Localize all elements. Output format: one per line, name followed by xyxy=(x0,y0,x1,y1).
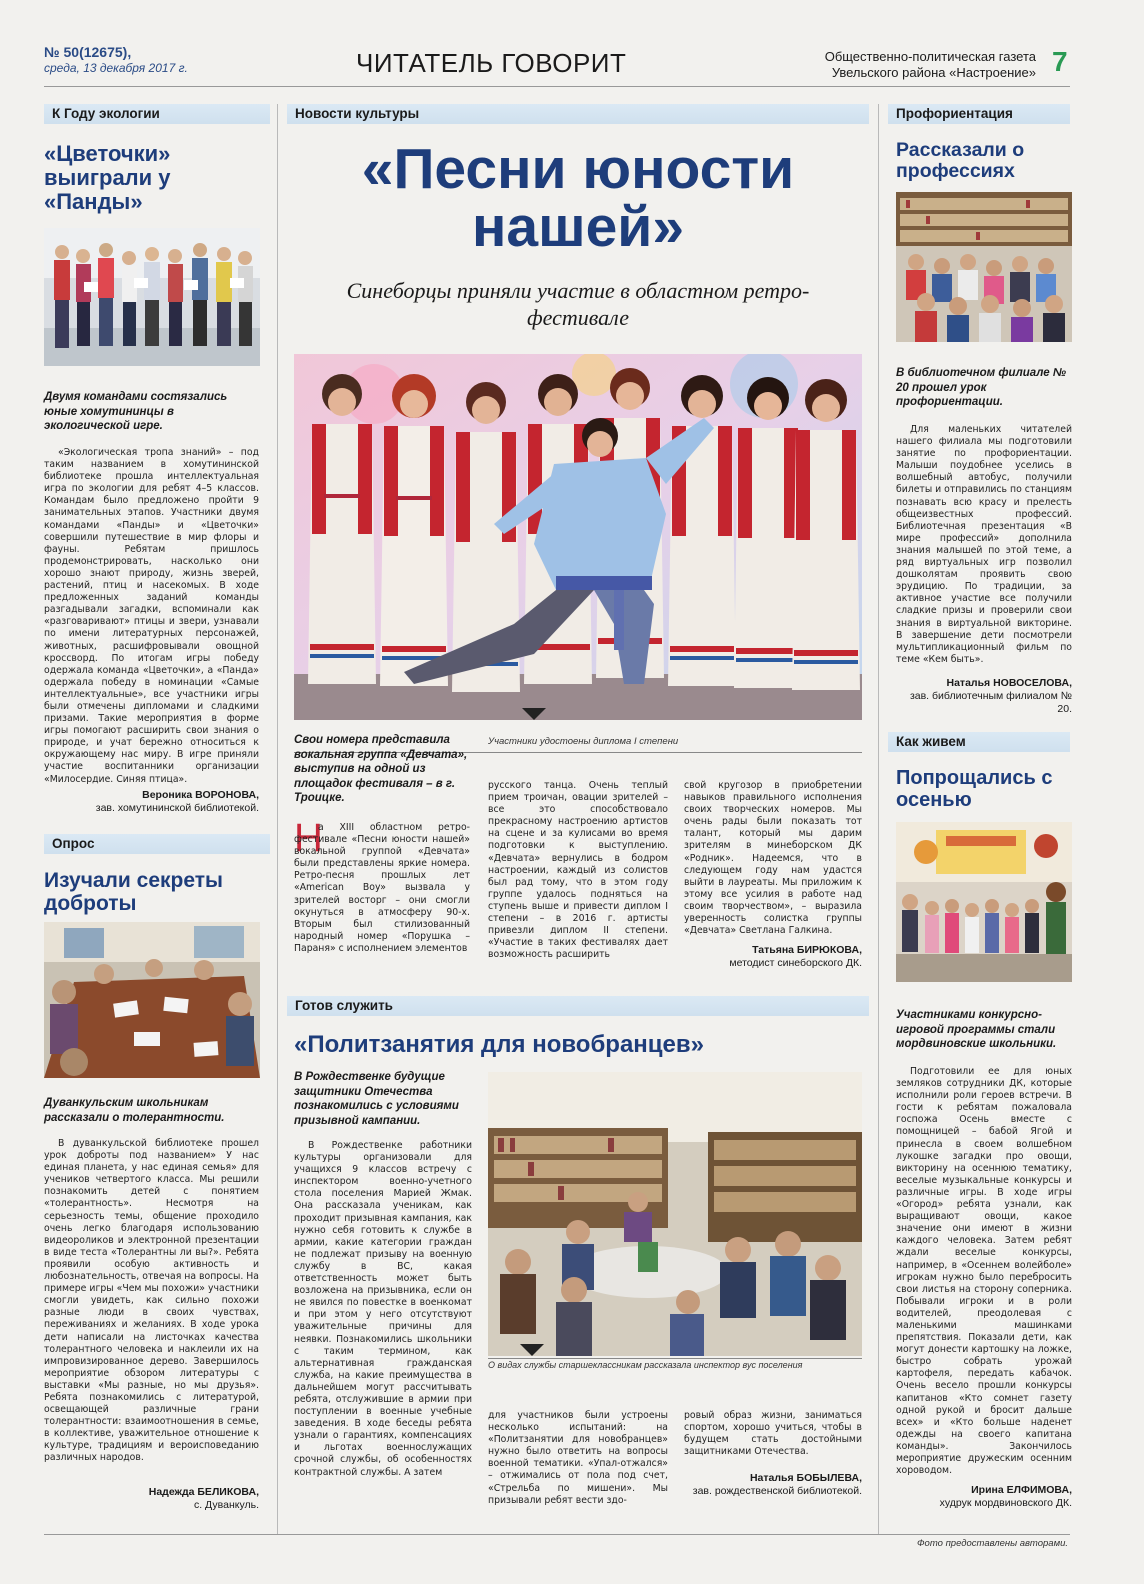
rubric-survey: Опрос xyxy=(44,834,270,854)
photo-autumn-party xyxy=(896,822,1072,982)
signature-elfimova xyxy=(896,1484,1072,1510)
lead-recruits: В Рождественке будущие защитники Отечества познакомились с условиями призывной кампании. xyxy=(294,1071,459,1127)
signature-belikova xyxy=(44,1486,259,1512)
author-novoselova: Наталья НОВОСЕЛОВА, xyxy=(946,677,1072,689)
author-biryukova: Татьяна БИРЮКОВА, xyxy=(752,944,862,956)
paper-name-line2: Увельского района «Настроение» xyxy=(831,65,1036,80)
author-elfimova-role: худрук мордвиновского ДК. xyxy=(939,1497,1072,1509)
section-title: ЧИТАТЕЛЬ ГОВОРИТ xyxy=(356,48,627,78)
signature-bobyleva xyxy=(684,1472,862,1498)
photo-tolerance-lesson xyxy=(44,922,260,1078)
headline-autumn: Попрощались с осенью xyxy=(896,767,1053,811)
article-eco-text: «Экологическая тропа знаний» – под таким названием в хомутининской библиотеке прошла интеллектуальная игра по экологии для ребят 4–5 классов. Командам было предложено пройти 9 занимательных этапов. Участники двумя командами «Панды» и «Цветочки» совершили путешествие в мир флоры и фауны. Ребятам пришлось продемонстрировать, насколько они хорошо знают природу, жизнь зверей, растений, птиц и насекомых. В ходе предложенных заданий команды разгадывали загадки, вспоминали как «разговаривают» птицы и звери, узнавали по имени литературных персонажей, животных, расшифровывали овощной кроссворд. По итогам игры победу одержала команда «Цветочки», а «Панда» одержала победу в номинации «Самые интеллектуальные», все участники игры были отмечены дипломами и сладкими призами. Такие мероприятия в форме игры помогают расширить свои знания о природе, и учат бережно относиться к окружающему нас миру. В игре приняли участие воспитанники организации «Милосердие. Синяя птица». xyxy=(44,447,259,785)
lead-tolerance: Дуванкульским школьникам рассказали о толерантности. xyxy=(44,1097,225,1124)
headline-professions: Рассказали о профессиях xyxy=(896,139,1025,183)
photo-devchata-group xyxy=(294,354,862,720)
subhead-retro-festival: Синеборцы приняли участие в областном ретро-фестивале xyxy=(346,278,810,330)
issue-number: № 50(12675), xyxy=(44,44,132,60)
lead-professions: В библиотечном филиале № 20 прошел урок профориентации. xyxy=(896,367,1067,408)
rubric-culture-news: Новости культуры xyxy=(287,104,869,124)
article-recruits-col2: для участников были устроены несколько испытаний: на «Политзанятии для новобранцев» нужно было ответить на вопросы военной тематики. «Упал-отжался» – отжимались от пола под счет, «Стрельба по мишени». Мы призывали ребят вести здо- xyxy=(488,1410,668,1506)
photo-recruits-library xyxy=(488,1072,862,1356)
rubric-ecology: К Году экологии xyxy=(44,104,270,124)
author-belikova: Надежда БЕЛИКОВА, xyxy=(148,1486,259,1498)
column-divider-right xyxy=(878,104,879,1534)
caption-diploma: Участники удостоены диплома I степени xyxy=(488,736,679,747)
author-voronova: Вероника ВОРОНОВА, xyxy=(142,789,259,801)
author-belikova-place: с. Дуванкуль. xyxy=(193,1499,259,1511)
headline-tsvetochki: «Цветочки» выиграли у «Панды» xyxy=(44,141,171,214)
article-pesni-col2: русского танца. Очень теплый прием троичан, овации зрителей – все это способствовало прекрасному настроению артистов на сцене и за кулисами во время подготовки к выступлению. «Девчата» вернулись в бодром настроении, каждый из солистов был рад тому, что в этом году группе удалось подняться на ступень выше и привести диплом I степени – в 2016 г. артисты привезли диплом II степени. «Участие в таких фестивалях дает возможность расширить xyxy=(488,780,668,961)
article-pesni-col1: а XIII областном ретро-фестивале «Песни юности нашей» вокальной группой «Девчата» были представлены яркие номера. Ретро-песня прошлых лет «American Boy» вызвала у зрителей восторг – они смогли окунуться в атмосферу 90-х. Вторым был стилизованный народный номер «Порушка – Параня» с исполнением элементов xyxy=(294,822,470,954)
signature-novoselova xyxy=(896,677,1072,716)
headline-pesni: «Песни юности нашей» xyxy=(361,137,795,260)
headline-politzanyatiya: «Политзанятия для новобранцев» xyxy=(294,1031,704,1058)
signature-biryukova xyxy=(684,944,862,970)
rubric-ready-to-serve: Готов служить xyxy=(287,996,869,1016)
photo-eco-kids xyxy=(44,228,260,366)
caption-recruits: О видах службы старшеклассникам рассказала инспектор вус поселения xyxy=(488,1360,803,1370)
rubric-career: Профориентация xyxy=(888,104,1070,124)
author-novoselova-role: зав. библиотечным филиалом № 20. xyxy=(909,690,1072,715)
author-voronova-role: зав. хомутининской библиотекой. xyxy=(95,802,259,814)
article-autumn-text: Подготовили ее для юных земляков сотрудники ДК, которые исполнили роли героев встречи. В гости к ребятам пожаловала госпожа Осень вместе с помощницей – бабой Ягой и принесла в своем волшебном лукошке загадки про овощи, викторину на осеннюю тематику, веселые музыкальные конкурсы и различные игры. В ходе игры «Огород» ребята узнали, как выращивают овощи, какое значение они имеют в жизни каждого человека. Затем ребят ждали веселые конкурсы, например, в «Осеннем волейболе» игрокам нужно было перебросить свои листья на сторону соперника. Побывали игроки и в роли водителей, преодолевая с маленькими машинками препятствия. Показали дети, как могут донести картошку на ложке, быстро собрать урожай картофеля, передать кабачок. Очень весело прошли конкурсы капитанов «Кто сомнет газету одной рукой и бросит дальше всех» и «Кто больше наденет одежды на своего капитана команды». Закончилось мероприятие дружеским осенним хороводом. xyxy=(896,1066,1072,1476)
article-tolerance-text: В дуванкульской библиотеке прошел урок доброты под названием» У нас единая планета, у нас единая семья» для учеников четвертого класса. Мы решили познакомить детей с понятием «толерантность». Несмотря на серьезность темы, общение проходило очень легко благодаря использованию видеороликов и электронной презентации в виде теста «Толерантны ли вы?». Ребята проявили особую активность и любознательность, отвечая на вопросы. На примере игры «Чем мы похожи» участники смогли увидеть, как сильно похожи разные люди в своих чувствах, переживаниях и желаниях. В ходе урока дети написали на листочках качества толерантного человека и наклеили их на импровизированное дерево. Завершилось мероприятие обзором литературы с выставки «Мы разные, но мы друзья». Ребята познакомились с литературой, освещающей различные грани толерантности: взаимоотношения в семье, в коллективе, уважительное отношение к культуре, традициям и вероисповеданию различных народов. xyxy=(44,1138,259,1464)
photo-library-children xyxy=(896,192,1072,342)
lead-devchata: Свои номера представила вокальная группа «Девчата», выступив на одной из площадок фестиваля – в г. Троицке. xyxy=(294,734,468,804)
photo-credit: Фото предоставлены авторами. xyxy=(917,1538,1068,1549)
column-divider-left xyxy=(277,104,278,1534)
lead-eco: Двумя командами состязались юные хомутининцы в экологической игре. xyxy=(44,391,228,432)
dropcap-n: Н xyxy=(294,816,323,860)
signature-voronova xyxy=(44,789,259,815)
rubric-how-we-live: Как живем xyxy=(888,732,1070,752)
author-elfimova: Ирина ЕЛФИМОВА, xyxy=(971,1484,1072,1496)
author-biryukova-role: методист синеборского ДК. xyxy=(729,957,862,969)
article-recruits-col1: В Рождественке работники культуры организовали для учащихся 9 классов встречу с инспектором военно-учетного стола поселения Марией Жмак. Она рассказала ученикам, как проходит призывная кампания, как нужно себя готовить к службе в армии, какие категории граждан не подлежат призыву на военную службу в ВС, какая ответственность может быть возложена на призывника, если он не явился по повестке в военкомат и при этом у него отсутствуют уважительные причины для неявки. Познакомились школьники с таким термином, как альтернативная гражданская служба, на какие преимущества в дальнейшем могут рассчитывать ребята, отслужившие в армии при поступлении в военные учебные заведения. В ходе беседы ребята узнали о гарантиях, компенсациях и льготах военнослужащих срочной службы, об особенностях контрактной службы. А затем xyxy=(294,1140,472,1478)
footer-rule xyxy=(44,1534,1070,1535)
page-number: 7 xyxy=(1052,46,1068,77)
paper-name-line1: Общественно-политическая газета xyxy=(824,49,1036,64)
article-recruits-col3: ровый образ жизни, заниматься спортом, хорошо учиться, чтобы в будущем стать достойными защитниками Отечества. xyxy=(684,1410,862,1458)
article-professions-text: Для маленьких читателей нашего филиала мы подготовили занятие по профориентации. Малыши поудобнее уселись в волшебный автобус, получили билеты и отправились по станциям познавать всю красу и прелесть общеизвестных профессий. Библиотечная презентация «В мире профессий» дополнила знания малышей по этой теме, а ряд виртуальных игр позволил дошколятам проявить свою эрудицию. По традиции, за активное участие все получили сладкие призы и проверили свои знания в виртуальной викторине. В завершение дети посмотрели мультипликационный фильм по теме «Кем быть». xyxy=(896,424,1072,665)
author-bobyleva: Наталья БОБЫЛЕВА, xyxy=(749,1472,862,1484)
issue-date: среда, 13 декабря 2017 г. xyxy=(44,61,188,75)
photo2-caption-rule xyxy=(488,1358,862,1359)
author-bobyleva-role: зав. рождественской библиотекой. xyxy=(692,1485,862,1497)
headline-dobrota: Изучали секреты доброты xyxy=(44,869,223,915)
article-pesni-col3: свой кругозор в приобретении навыков правильного исполнения своих творческих номеров. Мы очень рады были показать тот талант, который мы дарим зрителям в минеборском ДК «Родник». Надеемся, что в следующем году нам удастся выйти в лауреаты. Мы приложим к этому все усилия в работе над своим творчеством», – выразила уверенность солистка группы «Девчата» Светлана Галкина. xyxy=(684,780,862,937)
header-rule xyxy=(44,86,1070,87)
lead-autumn: Участниками конкурсно-игровой программы стали мордвиновские школьники. xyxy=(896,1009,1057,1050)
